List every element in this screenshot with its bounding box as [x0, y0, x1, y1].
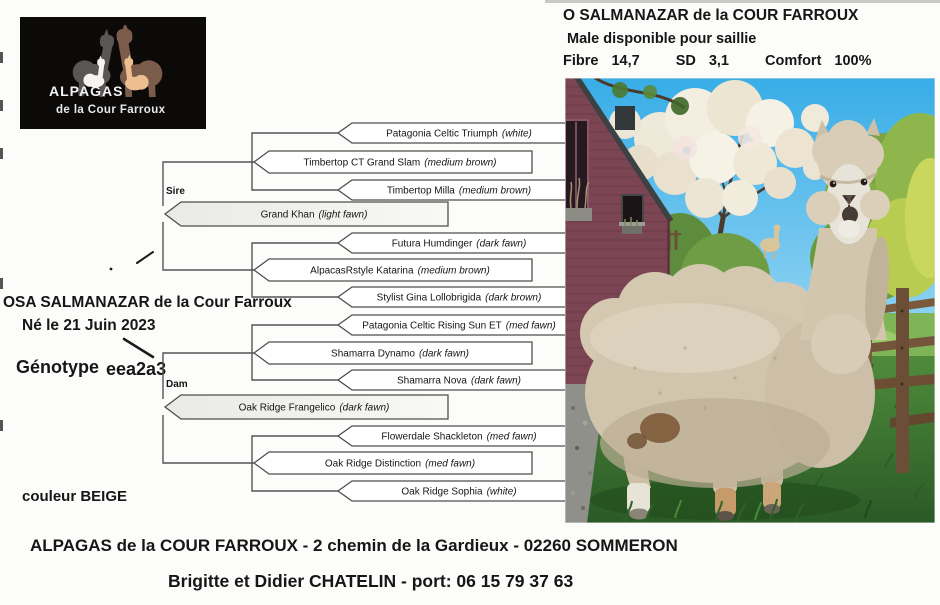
- scan-photo-sliver: [545, 0, 940, 3]
- pedigree-node-dam-granddam-dam: [338, 481, 566, 501]
- svg-text:Shamarra Nova(dark fawn): Shamarra Nova (dark fawn): [396, 375, 522, 387]
- stat-fibre: Fibre 14,7: [563, 53, 640, 69]
- sire-label: Sire: [166, 186, 185, 197]
- pedigree-node-sire-granddam-sire: [338, 233, 566, 253]
- stat-sd: SD 3,1: [675, 53, 730, 69]
- svg-text:Grand Khan(light fawn): Grand Khan (light fawn): [260, 209, 368, 221]
- stat-comfort: Comfort 100%: [765, 53, 872, 69]
- availability-line: Male disponible pour saillie: [567, 31, 757, 47]
- subject-birthdate: Né le 21 Juin 2023: [22, 317, 156, 334]
- svg-text:Shamarra Dynamo(dark fawn): Shamarra Dynamo (dark fawn): [331, 348, 469, 360]
- dam-label: Dam: [166, 379, 188, 390]
- pedigree-node-dam-grandsire-dam: [338, 370, 566, 390]
- alpaca-photo: [565, 78, 935, 523]
- pedigree-node-sire-grandsire-dam: [338, 180, 566, 200]
- svg-text:Timbertop CT Grand Slam(medium: Timbertop CT Grand Slam (medium brown): [303, 157, 497, 169]
- scan-artifact: [0, 148, 3, 159]
- svg-text:Flowerdale Shackleton(med fawn: Flowerdale Shackleton (med fawn): [381, 431, 537, 443]
- scan-artifact: [0, 420, 3, 431]
- svg-text:Patagonia Celtic Triumph(white: Patagonia Celtic Triumph (white): [386, 128, 532, 140]
- logo-title: ALPAGAS: [49, 83, 124, 99]
- subject-color: couleur BEIGE: [22, 488, 128, 505]
- scan-artifact: [0, 52, 3, 63]
- contact-line: Brigitte et Didier CHATELIN - port: 06 15 79 37 63: [168, 571, 574, 591]
- barn-light-box: [615, 106, 635, 130]
- svg-text:Oak Ridge Sophia(white): Oak Ridge Sophia (white): [401, 486, 517, 498]
- logo-subtitle: de la Cour Farroux: [56, 104, 166, 116]
- svg-text:Futura Humdinger(dark fawn): Futura Humdinger (dark fawn): [391, 238, 527, 250]
- svg-text:Timbertop Milla(medium brown): Timbertop Milla (medium brown): [386, 185, 532, 197]
- pedigree-node-sire-sire: [254, 151, 532, 173]
- flower-planter: [565, 208, 592, 221]
- pedigree-connectors: [163, 133, 338, 491]
- animal-title: O SALMANAZAR de la COUR FARROUX: [563, 7, 859, 24]
- barn-window-small: [622, 195, 643, 223]
- pedigree-node-sire-grandsire-sire: [338, 123, 566, 143]
- pedigree-node-dam-dam: [254, 452, 532, 474]
- pedigree-node-dam-sire: [254, 342, 532, 364]
- subject-genotype: Génotype eea2a3: [16, 357, 167, 379]
- svg-text:Oak Ridge Distinction(med fawn: Oak Ridge Distinction (med fawn): [324, 458, 476, 470]
- pedigree-node-sire: [165, 202, 448, 226]
- svg-text:Patagonia Celtic Rising Sun ET: Patagonia Celtic Rising Sun ET (med fawn): [362, 320, 556, 332]
- svg-text:Stylist Gina Lollobrigida(dark: Stylist Gina Lollobrigida (dark brown): [376, 292, 542, 304]
- svg-text:AlpacasRstyle Katarina(medium: AlpacasRstyle Katarina (medium brown): [310, 265, 490, 277]
- pedigree-node-dam: [165, 395, 448, 419]
- pedigree-node-sire-dam: [254, 259, 532, 281]
- scan-artifact: [0, 278, 3, 289]
- pedigree-tree: [140, 110, 570, 522]
- scan-artifact: [0, 100, 3, 111]
- pedigree-node-dam-grandsire-sire: [338, 315, 566, 335]
- pedigree-node-dam-granddam-sire: [338, 426, 566, 446]
- svg-text:Oak Ridge Frangelico(dark fawn: Oak Ridge Frangelico (dark fawn): [238, 402, 390, 414]
- subject-name: OSA SALMANAZAR de la Cour Farroux: [3, 294, 292, 311]
- fiber-stats: [563, 53, 872, 69]
- farm-address: ALPAGAS de la COUR FARROUX - 2 chemin de la Gardieux - 02260 SOMMERON: [30, 536, 678, 555]
- pedigree-node-sire-granddam-dam: [338, 287, 566, 307]
